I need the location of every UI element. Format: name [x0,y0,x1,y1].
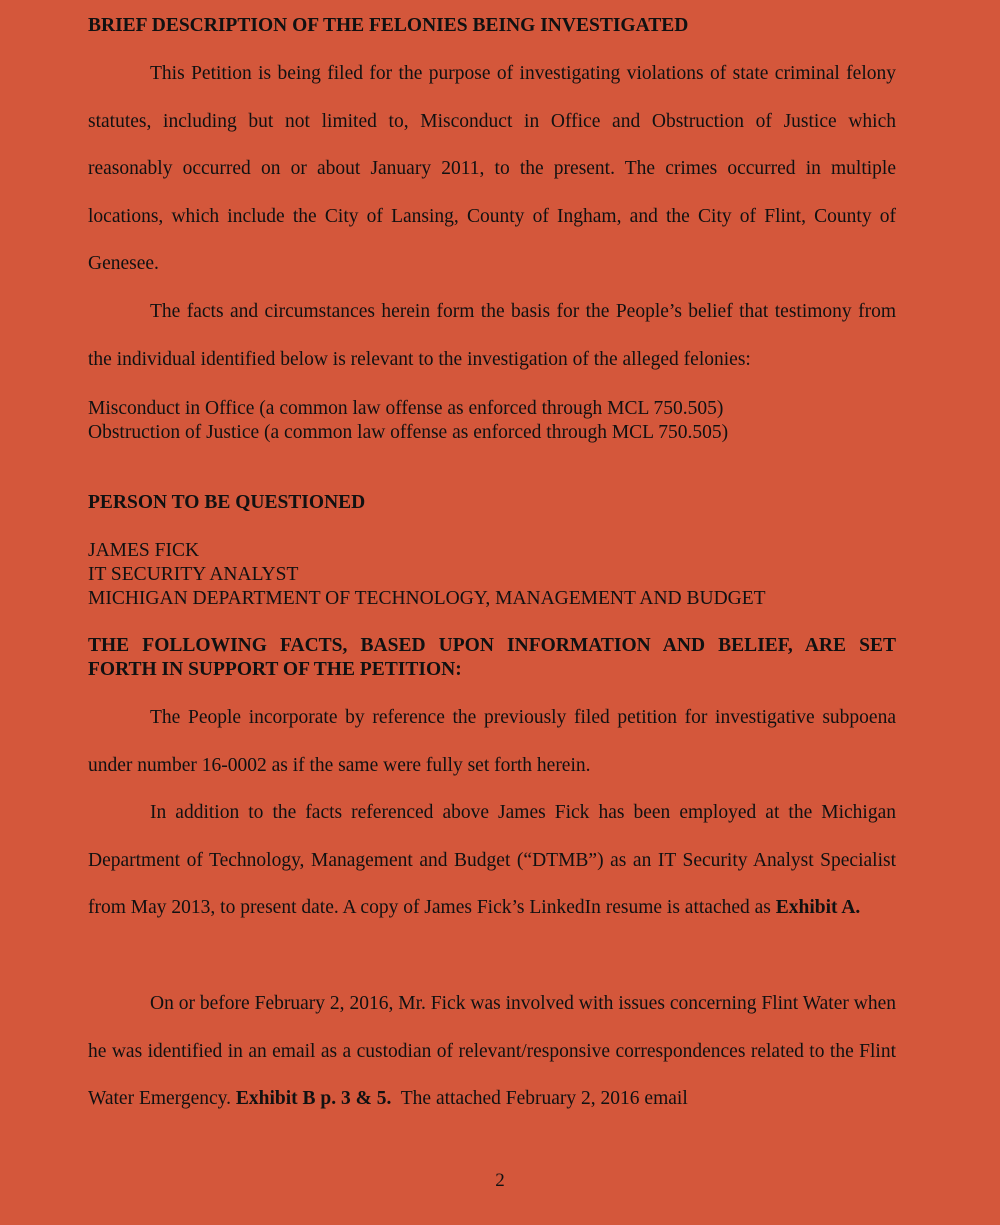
exhibit-reference: Exhibit B p. 3 & 5. [235,1088,392,1110]
paragraph-employment [88,789,896,932]
paragraph-text: The facts and circumstances herein form the basis for the People’s belief that testimony from the individual identified below is relevant to the investigation of the alleged felonies: [88,301,896,370]
offense-list [88,397,896,445]
heading-line: FORTH IN SUPPORT OF THE PETITION: [88,659,462,680]
paragraph-text: The People incorporate by reference the previously filed petition for investigative subpoena under number 16-0002 as if the same were fully set forth herein. [88,707,896,776]
paragraph-incorporate-reference [88,694,896,789]
section-heading-felonies: BRIEF DESCRIPTION OF THE FELONIES BEING INVESTIGATED [88,15,689,36]
paragraph-text: On or before February 2, 2016, Mr. Fick was involved with issues concerning Flint Water when he was identified in an email as a custodian of relevant/responsive correspondences related to the Flint Water Emergency. [88,993,896,1110]
paragraph-facts-basis [88,288,896,383]
heading-line: THE FOLLOWING FACTS, BASED UPON INFORMATION AND BELIEF, ARE SET [88,635,896,656]
offense-item: Misconduct in Office (a common law offense as enforced through MCL 750.505) [88,398,724,419]
person-block [88,539,896,611]
exhibit-reference: Exhibit A. [775,897,861,919]
offense-item: Obstruction of Justice (a common law offense as enforced through MCL 750.505) [88,422,729,443]
person-title: IT SECURITY ANALYST [88,564,299,585]
paragraph-flint-water [88,980,896,1123]
section-heading-person: PERSON TO BE QUESTIONED [88,492,366,513]
paragraph-text: This Petition is being filed for the purpose of investigating violations of state criminal felony statutes, including but not limited to, Misconduct in Office and Obstruction of Justice which reasonably occurred on or about January 2011, to the present. The crimes occurred in multiple locations, which include the City of Lansing, County of Ingham, and the City of Flint, County of Genesee. [88,63,896,275]
paragraph-text-tail: The attached February 2, 2016 email [400,1088,688,1110]
page-number: 2 [495,1170,505,1191]
person-name: JAMES FICK [88,540,200,561]
paragraph-petition-purpose [88,50,896,288]
section-heading-facts [88,634,896,682]
person-department: MICHIGAN DEPARTMENT OF TECHNOLOGY, MANAGEMENT AND BUDGET [88,588,766,609]
paragraph-text: In addition to the facts referenced above James Fick has been employed at the Michigan Department of Technology, Management and Budget (“DTMB”) as an IT Security Analyst Specialist from May 2013, to present date. A copy of James Fick’s LinkedIn resume is attached as [88,802,896,919]
